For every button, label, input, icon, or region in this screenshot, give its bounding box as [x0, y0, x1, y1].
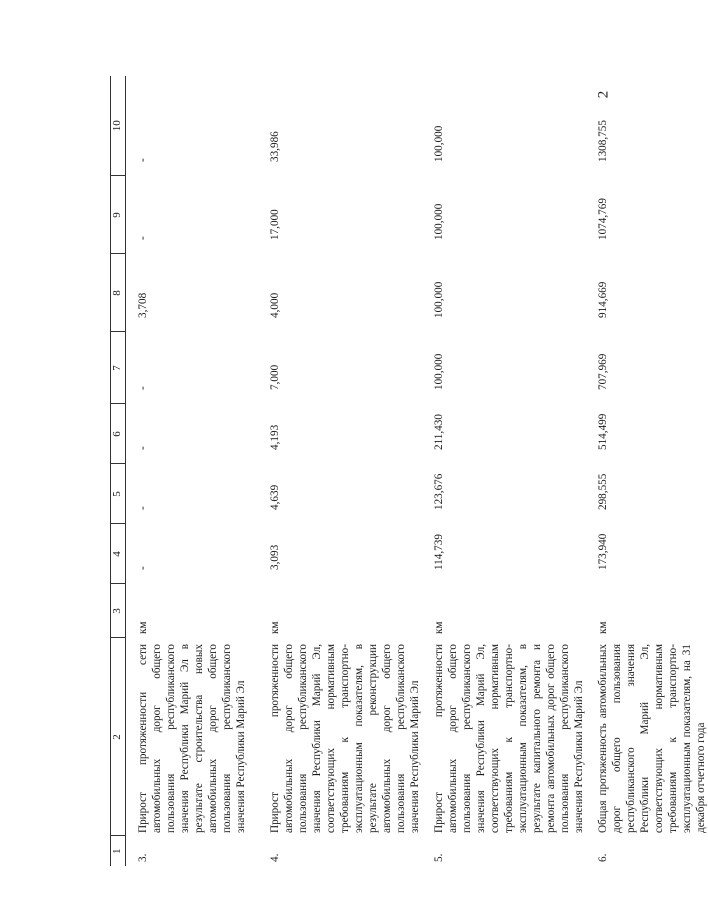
row-description: Прирост протяженности сети автомобильных дорог общего пользования республиканского значения Республики Марий Эл в результате строительства новых автомобильных дорог общего пользования республиканского значения Республики Марий Эл [137, 644, 247, 833]
row-value: 33,986 [268, 131, 281, 162]
row-value: 3,093 [268, 544, 281, 570]
row-value: 100,000 [432, 203, 445, 240]
row-value: 914,669 [596, 281, 609, 318]
row-value: 114,739 [432, 534, 445, 570]
row-value: - [137, 506, 149, 510]
row-number: 3. [137, 853, 149, 862]
page-number: 2 [595, 90, 612, 99]
row-value: 7,000 [268, 364, 281, 390]
header-cell: 1 [111, 836, 126, 866]
row-value: 4,000 [268, 292, 281, 318]
table-row [258, 76, 422, 866]
row-unit: км [268, 621, 281, 634]
table-row [422, 76, 586, 866]
header-cell: 4 [111, 524, 126, 584]
row-value: 17,000 [268, 209, 281, 240]
header-cell: 2 [111, 638, 126, 836]
row-value: - [137, 446, 149, 450]
header-cell: 5 [111, 464, 126, 524]
row-value: 100,000 [432, 125, 445, 162]
row-value: 514,499 [596, 413, 609, 450]
row-value: - [137, 386, 149, 390]
row-value: 707,969 [596, 353, 609, 390]
row-number: 4. [268, 853, 281, 862]
row-value: 173,940 [596, 533, 609, 570]
row-value: 4,639 [268, 484, 281, 510]
row-unit: км [432, 621, 445, 634]
row-number: 6. [596, 853, 609, 862]
table-row [126, 76, 258, 866]
row-value: 100,000 [432, 281, 445, 318]
row-description: Общая протяженность автомобильных дорог общего пользования республиканского значения Республики Марий Эл, соответствующих нормативным требованиям к транспортно-эксплуатационным показателям, на 31 декабря отчетного года [596, 644, 707, 833]
row-value: 1308,755 [596, 120, 609, 162]
row-value: 4,193 [268, 424, 281, 450]
header-cell: 6 [111, 404, 126, 464]
table-row [586, 76, 708, 866]
row-value: 100,000 [432, 353, 445, 390]
row-unit: км [137, 621, 149, 634]
row-value: - [137, 236, 149, 240]
header-cell: 7 [111, 332, 126, 404]
row-value: 3,708 [137, 292, 149, 318]
indicators-table [110, 76, 708, 866]
header-cell: 3 [111, 584, 126, 638]
row-value: - [137, 566, 149, 570]
row-unit: км [596, 621, 609, 634]
row-value: 211,430 [432, 414, 445, 450]
rotated-page [110, 76, 707, 866]
row-number: 5. [432, 853, 445, 862]
header-cell: 10 [111, 76, 126, 176]
row-value: 1074,769 [596, 198, 609, 240]
row-value: 298,555 [596, 473, 609, 510]
row-value: - [137, 158, 149, 162]
row-description: Прирост протяженности автомобильных дорог общего пользования республиканского значения Республики Марий Эл, соответствующих нормативным требованиям к транспортно-эксплуатационным показателям, в результате капитального ремонта и ремонта автомобильных дорог общего пользования республиканского значения Республики Марий Эл [432, 644, 585, 833]
header-cell: 9 [111, 176, 126, 254]
table-header-row [111, 76, 126, 866]
header-cell: 8 [111, 254, 126, 332]
row-description: Прирост протяженности автомобильных дорог общего пользования республиканского значения Республики Марий Эл, соответствующих нормативным требованиям к транспортно-эксплуатационным показателям, в результате реконструкции автомобильных дорог общего пользования республиканского значения Республики Марий Эл [268, 644, 421, 833]
row-value: 123,676 [432, 473, 445, 510]
